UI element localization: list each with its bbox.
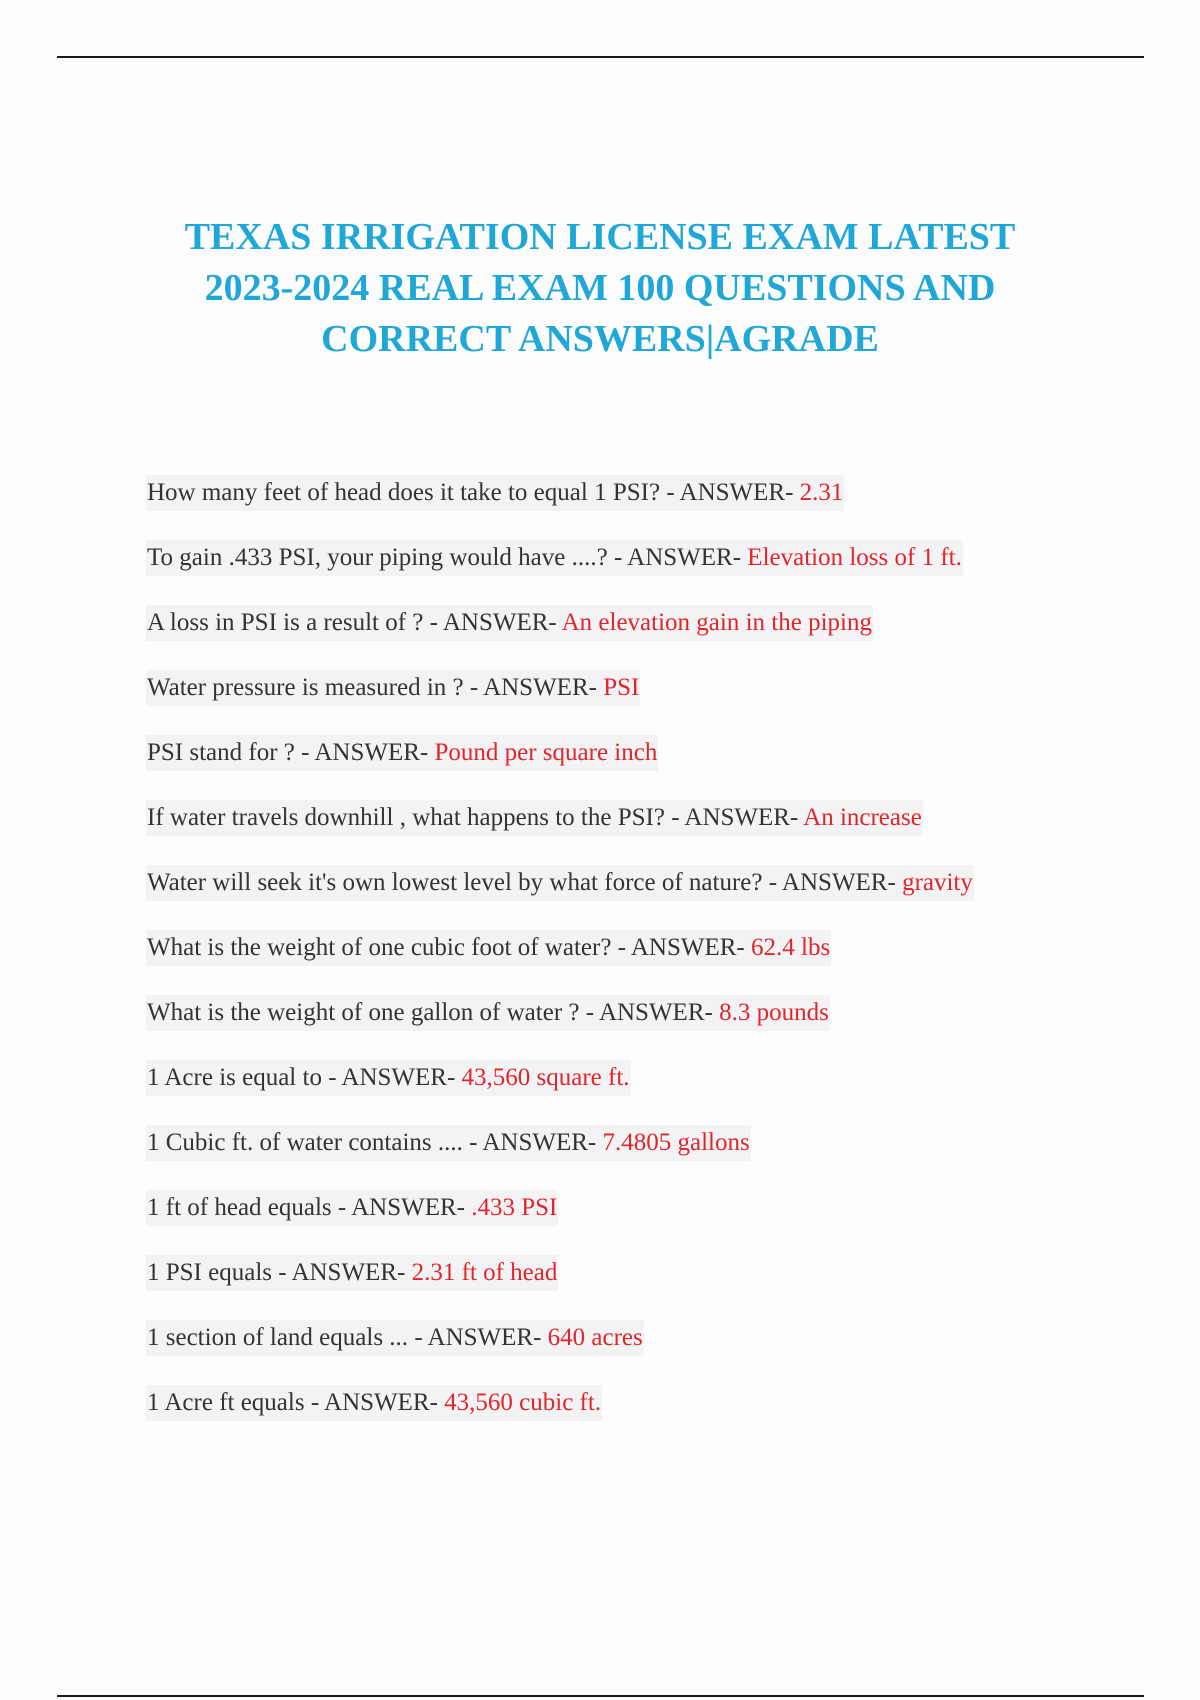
answer-separator: - ANSWER-: [321, 1064, 462, 1091]
answer-separator: - ANSWER-: [272, 1259, 412, 1286]
answer-separator: - ANSWER-: [660, 479, 800, 506]
question-text: PSI stand for ?: [147, 739, 295, 766]
answer-text: 43,560 square ft.: [461, 1064, 630, 1091]
answer-separator: - ANSWER-: [331, 1194, 472, 1221]
answer-text: 640 acres: [547, 1324, 643, 1351]
answer-text: 43,560 cubic ft.: [444, 1389, 602, 1416]
question-text: Water pressure is measured in ?: [147, 674, 464, 701]
qa-item: [146, 1385, 1156, 1450]
answer-text: 2.31 ft of head: [411, 1259, 558, 1286]
top-rule: [57, 56, 1144, 58]
question-text: To gain .433 PSI, your piping would have ....?: [147, 544, 608, 571]
answer-text: Pound per square inch: [434, 739, 658, 766]
qa-item: [146, 475, 1156, 540]
qa-item: [146, 735, 1156, 800]
qa-item: [146, 670, 1156, 735]
title-line-2: 2023-2024 REAL EXAM 100 QUESTIONS AND: [204, 267, 996, 309]
answer-text: PSI: [603, 674, 640, 701]
answer-text: Elevation loss of 1 ft.: [747, 544, 962, 571]
document-title: [100, 212, 1100, 365]
answer-separator: - ANSWER-: [294, 739, 435, 766]
question-text: 1 ft of head equals: [147, 1194, 332, 1221]
qa-item: [146, 995, 1156, 1060]
question-text: 1 Acre ft equals: [147, 1389, 305, 1416]
answer-text: gravity: [902, 869, 973, 896]
answer-separator: - ANSWER-: [607, 544, 748, 571]
answer-separator: - ANSWER-: [579, 999, 720, 1026]
qa-item: [146, 605, 1156, 670]
answer-text: 2.31: [799, 479, 844, 506]
question-text: What is the weight of one cubic foot of water?: [147, 934, 612, 961]
question-text: A loss in PSI is a result of ?: [147, 609, 424, 636]
qa-item: [146, 540, 1156, 605]
answer-separator: - ANSWER-: [462, 1129, 603, 1156]
qa-item: [146, 865, 1156, 930]
question-text: Water will seek it's own lowest level by what force of nature?: [147, 869, 763, 896]
qa-item: [146, 1125, 1156, 1190]
answer-text: 62.4 lbs: [751, 934, 831, 961]
answer-separator: - ANSWER-: [423, 609, 562, 636]
answer-separator: - ANSWER-: [304, 1389, 445, 1416]
answer-separator: - ANSWER-: [408, 1324, 548, 1351]
title-line-1: TEXAS IRRIGATION LICENSE EXAM LATEST: [184, 216, 1016, 258]
qa-item: [146, 930, 1156, 995]
qa-list: [146, 475, 1156, 1450]
qa-item: [146, 1255, 1156, 1320]
answer-text: An elevation gain in the piping: [561, 609, 872, 636]
qa-item: [146, 800, 1156, 865]
question-text: How many feet of head does it take to equal 1 PSI?: [147, 479, 661, 506]
question-text: 1 section of land equals ...: [147, 1324, 409, 1351]
question-text: If water travels downhill , what happens to the PSI?: [147, 804, 665, 831]
answer-text: An increase: [803, 804, 922, 831]
question-text: 1 Cubic ft. of water contains ....: [147, 1129, 463, 1156]
qa-item: [146, 1190, 1156, 1255]
answer-text: 7.4805 gallons: [602, 1129, 750, 1156]
question-text: 1 Acre is equal to: [147, 1064, 322, 1091]
title-line-3: CORRECT ANSWERS|AGRADE: [321, 318, 879, 360]
answer-text: 8.3 pounds: [719, 999, 829, 1026]
answer-separator: - ANSWER-: [762, 869, 903, 896]
answer-text: .433 PSI: [471, 1194, 558, 1221]
bottom-rule: [57, 1695, 1144, 1697]
qa-item: [146, 1060, 1156, 1125]
question-text: What is the weight of one gallon of water ?: [147, 999, 580, 1026]
question-text: 1 PSI equals: [147, 1259, 272, 1286]
answer-separator: - ANSWER-: [664, 804, 804, 831]
answer-separator: - ANSWER-: [611, 934, 751, 961]
qa-item: [146, 1320, 1156, 1385]
answer-separator: - ANSWER-: [463, 674, 604, 701]
